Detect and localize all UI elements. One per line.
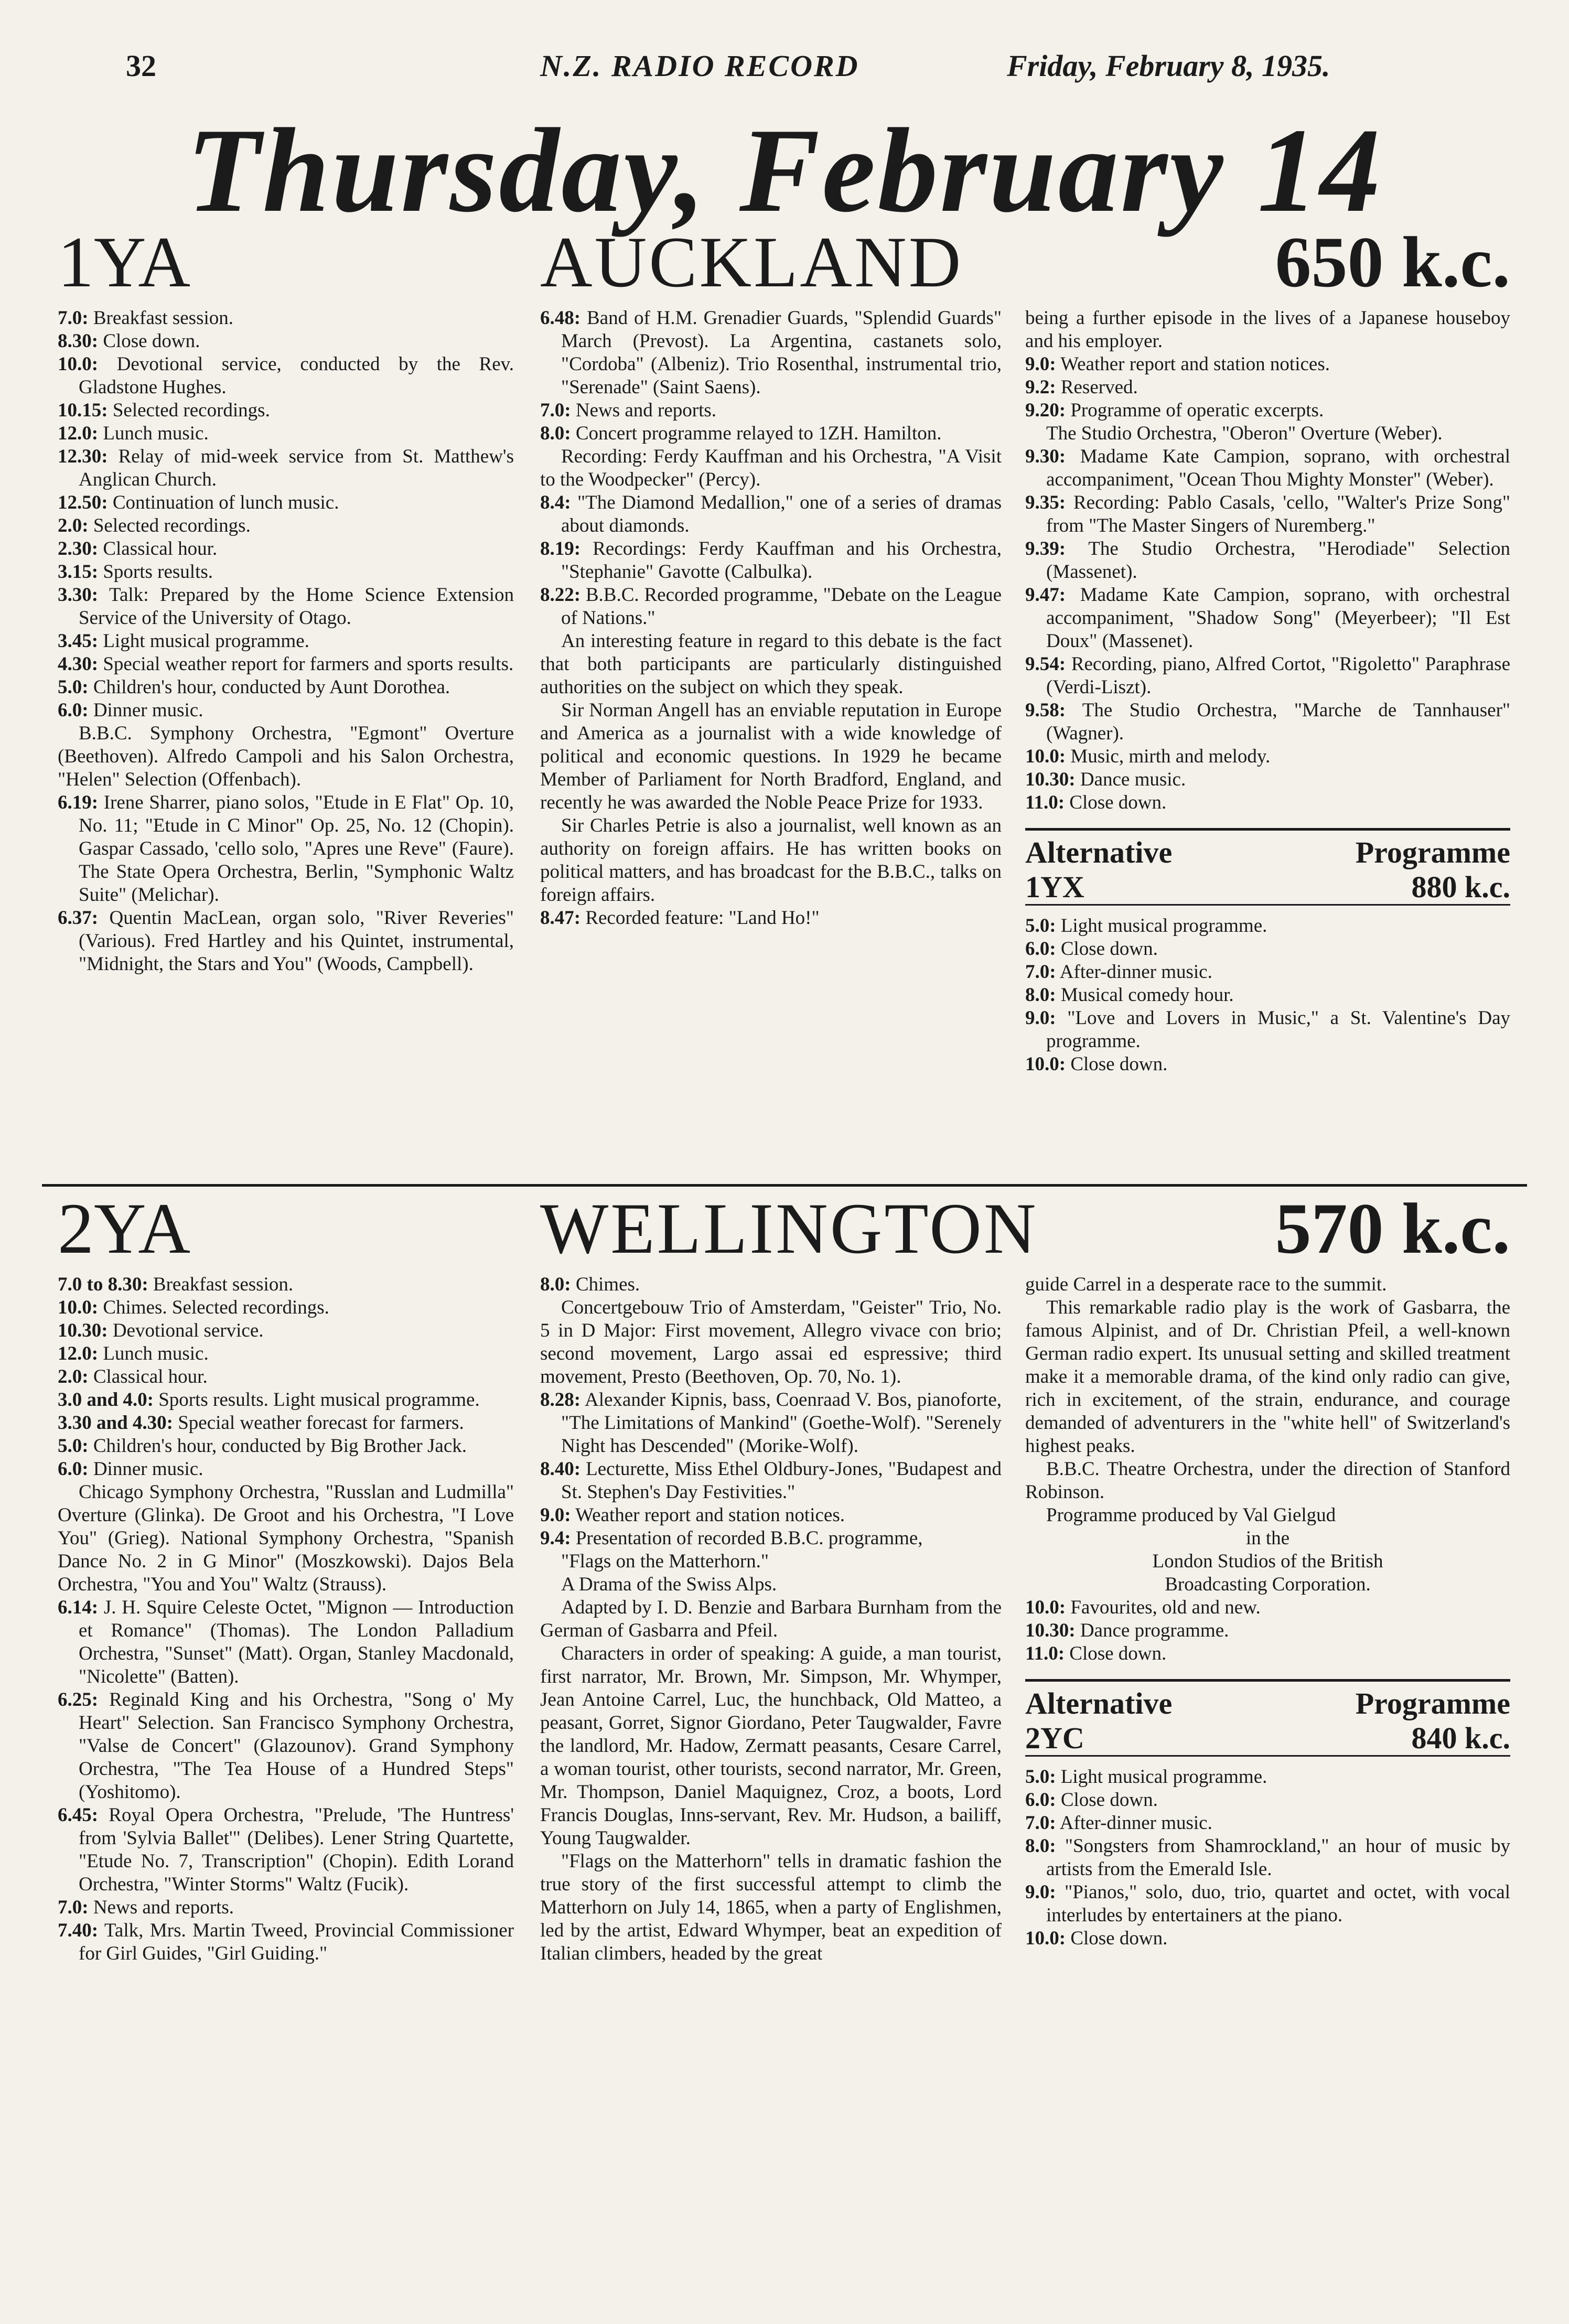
- programme-note: An interesting feature in regard to this debate is the fact that both participants are particularly distinguished authorities on the subject on which they speak.: [540, 630, 1002, 698]
- alt-frequency: 840 k.c.: [1411, 1721, 1510, 1755]
- entry-time: 10.30:: [1025, 1620, 1076, 1641]
- programme-entry: [1025, 1007, 1510, 1053]
- programme-note: B.B.C. Symphony Orchestra, "Egmont" Overture (Beethoven). Alfredo Campoli and his Salon Orchestra, "Helen" Selection (Offenbach).: [58, 723, 514, 790]
- programme-entry: [540, 307, 1002, 399]
- alt-programme-label: Programme: [1355, 835, 1510, 869]
- programme-entry: [1025, 1053, 1510, 1076]
- entry-time: 9.39:: [1025, 538, 1066, 560]
- programme-entry: [58, 1319, 514, 1342]
- entry-time: 8.30:: [58, 330, 99, 352]
- entry-description: Madame Kate Campion, soprano, with orchestral accompaniment, "Ocean Thou Mighty Monster" (Weber).: [1046, 446, 1510, 490]
- programme-entry: [58, 1435, 514, 1458]
- page-number: 32: [126, 49, 156, 83]
- entry-time: 9.0:: [1025, 1881, 1056, 1903]
- entry-description: Special weather report for farmers and sports results.: [98, 653, 514, 675]
- entry-time: 2.0:: [58, 515, 89, 536]
- entry-time: 5.0:: [58, 1435, 89, 1457]
- entry-time: 6.0:: [1025, 938, 1056, 960]
- programme-entry: [58, 514, 514, 537]
- station-call-sign: 2YA: [58, 1188, 191, 1268]
- entry-time: 10.30:: [1025, 769, 1076, 790]
- entry-time: 3.15:: [58, 561, 99, 583]
- entry-time: 12.50:: [58, 492, 108, 513]
- programme-entry: [1025, 938, 1510, 961]
- programme-entry: [1025, 768, 1510, 791]
- entry-time: 11.0:: [1025, 792, 1065, 813]
- entry-time: 6.0:: [1025, 1789, 1056, 1811]
- programme-entry: [58, 445, 514, 491]
- entry-time: 5.0:: [58, 676, 89, 698]
- entry-time: 5.0:: [1025, 1766, 1056, 1788]
- entry-description: Close down.: [1065, 792, 1167, 813]
- programme-entry: [1025, 1766, 1510, 1789]
- programme-column-3: [1025, 307, 1510, 1076]
- programme-centered-note: Broadcasting Corporation.: [1165, 1574, 1371, 1595]
- programme-note: B.B.C. Theatre Orchestra, under the direction of Stanford Robinson.: [1025, 1458, 1510, 1503]
- entry-description: Breakfast session.: [148, 1274, 294, 1295]
- programme-note: Recording: Ferdy Kauffman and his Orchestra, "A Visit to the Woodpecker" (Percy).: [540, 446, 1002, 490]
- entry-time: 7.0:: [1025, 1812, 1056, 1834]
- entry-time: 10.0:: [58, 1297, 99, 1318]
- entry-description: Classical hour.: [88, 1366, 208, 1387]
- programme-entry: [1025, 653, 1510, 699]
- entry-time: 7.0 to 8.30:: [58, 1274, 148, 1295]
- programme-entry: [58, 1458, 514, 1481]
- entry-time: 3.30:: [58, 584, 99, 606]
- entry-time: 7.0:: [58, 1897, 89, 1918]
- alt-underline: [1025, 1755, 1510, 1757]
- entry-description: Light musical programme.: [1056, 915, 1267, 937]
- programme-column-1: [58, 307, 514, 976]
- programme-entry: [540, 907, 1002, 930]
- entry-time: 6.25:: [58, 1689, 99, 1710]
- programme-entry: [1025, 1881, 1510, 1927]
- entry-description: Close down.: [1066, 1053, 1168, 1075]
- programme-entry: [58, 699, 514, 722]
- entry-description: "Songsters from Shamrockland," an hour of music by artists from the Emerald Isle.: [1046, 1835, 1510, 1880]
- entry-time: 10.30:: [58, 1320, 108, 1341]
- programme-entry: [540, 1458, 1002, 1504]
- entry-time: 8.0:: [1025, 1835, 1056, 1857]
- programme-column-1: [58, 1273, 514, 1965]
- programme-entry: [58, 630, 514, 653]
- entry-description: Weather report and station notices.: [1056, 353, 1330, 375]
- entry-time: 10.0:: [1025, 1597, 1066, 1618]
- programme-entry: [1025, 537, 1510, 584]
- programme-entry: [1025, 1789, 1510, 1812]
- programme-centered-note: in the: [1245, 1527, 1290, 1549]
- entry-time: 6.14:: [58, 1597, 99, 1618]
- alt-call-sign: 1YX: [1025, 870, 1084, 904]
- entry-description: Classical hour.: [98, 538, 218, 560]
- programme-entry: [58, 422, 514, 445]
- entry-time: 9.54:: [1025, 653, 1066, 675]
- entry-description: "Love and Lovers in Music," a St. Valentine's Day programme.: [1046, 1007, 1510, 1052]
- programme-entry: [58, 561, 514, 584]
- alt-frequency: 880 k.c.: [1411, 870, 1510, 904]
- programme-entry: [1025, 1619, 1510, 1642]
- entry-description: Talk: Prepared by the Home Science Extension Service of the University of Otago.: [79, 584, 514, 629]
- entry-description: Chimes. Selected recordings.: [98, 1297, 329, 1318]
- alt-label: Alternative: [1025, 835, 1173, 869]
- entry-time: 6.0:: [58, 1458, 89, 1480]
- programme-entry: [58, 1919, 514, 1965]
- entry-description: Light musical programme.: [98, 630, 309, 652]
- entry-time: 12.30:: [58, 446, 108, 467]
- programme-note: "Flags on the Matterhorn.": [561, 1551, 769, 1572]
- programme-entry: [1025, 584, 1510, 653]
- entry-description: Close down.: [1056, 1789, 1158, 1811]
- programme-entry: [1025, 914, 1510, 938]
- programme-entry: [58, 1896, 514, 1919]
- entry-description: Close down.: [1065, 1643, 1167, 1664]
- entry-description: Selected recordings.: [108, 400, 270, 421]
- alternative-programme-header: [1025, 1679, 1510, 1760]
- entry-description: Chimes.: [571, 1274, 640, 1295]
- entry-time: 9.2:: [1025, 376, 1056, 398]
- programme-entry: [58, 399, 514, 422]
- entry-description: "The Diamond Medallion," one of a series of dramas about diamonds.: [561, 492, 1002, 536]
- programme-continuation: being a further episode in the lives of a Japanese houseboy and his employer.: [1025, 307, 1510, 352]
- programme-entry: [1025, 699, 1510, 745]
- entry-description: Close down.: [1066, 1928, 1168, 1949]
- entry-description: Madame Kate Campion, soprano, with orchestral accompaniment, "Shadow Song" (Meyerbeer); "Il Est Doux" (Massenet).: [1046, 584, 1510, 652]
- entry-description: Relay of mid-week service from St. Matthew's Anglican Church.: [79, 446, 514, 490]
- entry-time: 8.22:: [540, 584, 581, 606]
- programme-entry: [58, 1365, 514, 1389]
- programme-entry: [1025, 1812, 1510, 1835]
- entry-description: Dance programme.: [1075, 1620, 1229, 1641]
- entry-time: 8.40:: [540, 1458, 581, 1480]
- entry-description: Programme of operatic excerpts.: [1066, 400, 1324, 421]
- programme-entry: [1025, 745, 1510, 768]
- programme-note: Chicago Symphony Orchestra, "Russlan and Ludmilla" Overture (Glinka). De Groot and his Orchestra, "I Love You" (Grieg). National Symphony Orchestra, "Spanish Dance No. 2 in G Minor" (Moszkowski). Dajos Bela Orchestra, "You and You" Waltz (Strauss).: [58, 1481, 514, 1595]
- entry-description: Selected recordings.: [88, 515, 251, 536]
- entry-time: 8.28:: [540, 1389, 581, 1411]
- entry-description: Sports results.: [98, 561, 213, 583]
- entry-time: 10.0:: [1025, 746, 1066, 767]
- programme-column-2: [540, 1273, 1002, 1965]
- entry-description: After-dinner music.: [1056, 961, 1212, 983]
- entry-description: Light musical programme.: [1056, 1766, 1267, 1788]
- programme-entry: [540, 1273, 1002, 1296]
- entry-time: 8.0:: [540, 1274, 571, 1295]
- programme-entry: [540, 584, 1002, 630]
- programme-note: Sir Norman Angell has an enviable reputation in Europe and America as a journalist with a wide knowledge of political and economic questions. In 1929 he became Member of Parliament for North Bradford, England, and recently he was awarded the Noble Peace Prize for 1933.: [540, 700, 1002, 813]
- programme-entry: [58, 676, 514, 699]
- station-frequency: 570 k.c.: [1275, 1188, 1510, 1268]
- alternative-programme-header: [1025, 828, 1510, 909]
- programme-note: Sir Charles Petrie is also a journalist, well known as an authority on foreign affairs. He has written books on political matters, and has broadcast for the B.B.C., talks on foreign affairs.: [540, 815, 1002, 906]
- programme-entry: [1025, 984, 1510, 1007]
- entry-description: Lunch music.: [98, 423, 209, 444]
- entry-time: 6.45:: [58, 1804, 99, 1826]
- entry-time: 3.0 and 4.0:: [58, 1389, 154, 1411]
- entry-description: Quentin MacLean, organ solo, "River Reveries" (Various). Fred Hartley and his Quintet, instrumental, "Midnight, the Stars and You" (Woods, Campbell).: [79, 907, 514, 975]
- programme-entry: [58, 1804, 514, 1896]
- programme-entry: [58, 491, 514, 514]
- programme-entry: [58, 1412, 514, 1435]
- programme-entry: [58, 307, 514, 330]
- entry-time: 9.0:: [1025, 353, 1056, 375]
- programme-column-3: [1025, 1273, 1510, 1950]
- station-header: [58, 223, 1510, 302]
- entry-time: 9.0:: [540, 1504, 571, 1526]
- entry-time: 9.4:: [540, 1527, 571, 1549]
- entry-time: 12.0:: [58, 423, 99, 444]
- programme-entry: [1025, 1927, 1510, 1950]
- entry-description: Band of H.M. Grenadier Guards, "Splendid Guards" March (Prevost). La Argentina, castanets solo, "Cordoba" (Albeniz). Trio Rosenthal, instrumental trio, "Serenade" (Saint Saens).: [561, 307, 1002, 398]
- entry-time: 4.30:: [58, 653, 99, 675]
- programme-column-2: [540, 307, 1002, 930]
- entry-description: The Studio Orchestra, "Marche de Tannhauser" (Wagner).: [1046, 700, 1510, 744]
- entry-time: 6.48:: [540, 307, 581, 329]
- entry-description: The Studio Orchestra, "Herodiade" Selection (Massenet).: [1046, 538, 1510, 583]
- entry-description: Dance music.: [1075, 769, 1186, 790]
- programme-entry: [540, 399, 1002, 422]
- programme-entry: [58, 537, 514, 561]
- entry-time: 10.0:: [1025, 1053, 1066, 1075]
- programme-note: Programme produced by Val Gielgud: [1046, 1504, 1336, 1526]
- entry-time: 7.40:: [58, 1920, 99, 1941]
- entry-description: Reserved.: [1056, 376, 1138, 398]
- entry-description: Recordings: Ferdy Kauffman and his Orchestra, "Stephanie" Gavotte (Calbulka).: [561, 538, 1002, 583]
- alt-label: Alternative: [1025, 1686, 1173, 1720]
- entry-time: 9.47:: [1025, 584, 1066, 606]
- entry-description: Alexander Kipnis, bass, Coenraad V. Bos, pianoforte, "The Limitations of Mankind" (Goethe-Wolf). "Serenely Night has Descended" (Morike-Wolf).: [561, 1389, 1002, 1457]
- entry-time: 8.0:: [1025, 984, 1056, 1006]
- alt-underline: [1025, 904, 1510, 906]
- programme-entry: [1025, 961, 1510, 984]
- programme-entry: [58, 791, 514, 907]
- entry-description: Lunch music.: [98, 1343, 209, 1364]
- programme-entry: [1025, 399, 1510, 422]
- programme-entry: [58, 1389, 514, 1412]
- entry-time: 6.37:: [58, 907, 99, 929]
- programme-entry: [540, 1389, 1002, 1458]
- programme-entry: [1025, 1835, 1510, 1881]
- entry-description: Music, mirth and melody.: [1066, 746, 1271, 767]
- entry-time: 11.0:: [1025, 1643, 1065, 1664]
- entry-description: Recording, piano, Alfred Cortot, "Rigoletto" Paraphrase (Verdi-Liszt).: [1046, 653, 1510, 698]
- entry-description: Close down.: [98, 330, 200, 352]
- entry-description: Special weather forecast for farmers.: [173, 1412, 464, 1434]
- entry-time: 7.0:: [540, 400, 571, 421]
- programme-entry: [540, 1504, 1002, 1527]
- entry-time: 12.0:: [58, 1343, 99, 1364]
- station-header: [58, 1189, 1510, 1268]
- programme-entry: [58, 1688, 514, 1804]
- station-section-1ya: [58, 222, 1510, 1075]
- entry-description: Weather report and station notices.: [571, 1504, 845, 1526]
- programme-entry: [58, 1596, 514, 1688]
- programme-entry: [58, 1296, 514, 1319]
- station-city: WELLINGTON: [540, 1188, 1038, 1268]
- publication-title: N.Z. RADIO RECORD: [540, 49, 859, 83]
- programme-note: The Studio Orchestra, "Oberon" Overture (Weber).: [1046, 423, 1443, 444]
- programme-entry: [540, 422, 1002, 445]
- day-title: Thursday, February 14: [187, 103, 1382, 237]
- station-city: AUCKLAND: [540, 222, 963, 302]
- programme-entry: [58, 1273, 514, 1296]
- entry-time: 9.35:: [1025, 492, 1066, 513]
- entry-description: Breakfast session.: [88, 307, 233, 329]
- entry-description: Presentation of recorded B.B.C. programme,: [571, 1527, 923, 1549]
- entry-time: 9.58:: [1025, 700, 1066, 721]
- entry-description: "Pianos," solo, duo, trio, quartet and octet, with vocal interludes by entertainers at the piano.: [1046, 1881, 1510, 1926]
- entry-description: Talk, Mrs. Martin Tweed, Provincial Commissioner for Girl Guides, "Girl Guiding.": [79, 1920, 514, 1964]
- entry-time: 10.0:: [58, 353, 99, 375]
- entry-description: News and reports.: [88, 1897, 234, 1918]
- entry-description: Dinner music.: [88, 1458, 203, 1480]
- entry-description: Recording: Pablo Casals, 'cello, "Walter's Prize Song" from "The Master Singers of Nuremberg.": [1046, 492, 1510, 536]
- alt-programme-label: Programme: [1355, 1686, 1510, 1720]
- entry-description: Concert programme relayed to 1ZH. Hamilton.: [571, 423, 942, 444]
- entry-time: 6.19:: [58, 792, 99, 813]
- programme-entry: [58, 1342, 514, 1365]
- programme-entry: [1025, 1596, 1510, 1619]
- entry-time: 2.0:: [58, 1366, 89, 1387]
- programme-entry: [58, 584, 514, 630]
- programme-entry: [1025, 353, 1510, 376]
- entry-description: Devotional service.: [108, 1320, 264, 1341]
- programme-entry: [58, 907, 514, 976]
- entry-description: After-dinner music.: [1056, 1812, 1212, 1834]
- entry-description: B.B.C. Recorded programme, "Debate on the League of Nations.": [561, 584, 1002, 629]
- entry-time: 7.0:: [1025, 961, 1056, 983]
- alt-call-sign: 2YC: [1025, 1721, 1084, 1755]
- programme-note: This remarkable radio play is the work of Gasbarra, the famous Alpinist, and of Dr. Christian Pfeil, a well-known German radio expert. Its unusual setting and skilled treatment make it a memorable drama, of the kind only radio can give, rich in excitement, of the strain, endurance, and courage demanded of adventurers in the "white hell" of Switzerland's highest peaks.: [1025, 1297, 1510, 1457]
- programme-entry: [1025, 1642, 1510, 1665]
- entry-time: 2.30:: [58, 538, 99, 560]
- programme-note: Adapted by I. D. Benzie and Barbara Burnham from the German of Gasbarra and Pfeil.: [540, 1597, 1002, 1641]
- programme-entry: [58, 330, 514, 353]
- programme-entry: [540, 537, 1002, 584]
- entry-time: 5.0:: [1025, 915, 1056, 937]
- programme-entry: [540, 491, 1002, 537]
- entry-time: 8.4:: [540, 492, 571, 513]
- programme-entry: [1025, 491, 1510, 537]
- programme-entry: [540, 1527, 1002, 1550]
- station-section-2ya: [58, 1188, 1510, 1964]
- entry-time: 3.45:: [58, 630, 99, 652]
- entry-time: 9.20:: [1025, 400, 1066, 421]
- programme-entry: [58, 653, 514, 676]
- entry-description: Sports results. Light musical programme.: [153, 1389, 480, 1411]
- programme-entry: [58, 353, 514, 399]
- entry-time: 9.0:: [1025, 1007, 1056, 1029]
- entry-description: Recorded feature: "Land Ho!": [581, 907, 820, 929]
- entry-description: News and reports.: [571, 400, 717, 421]
- programme-centered-note: London Studios of the British: [1152, 1551, 1383, 1572]
- issue-date: Friday, February 8, 1935.: [1007, 49, 1330, 83]
- entry-description: Reginald King and his Orchestra, "Song o' My Heart" Selection. San Francisco Symphony Orchestra, "Valse de Concert" (Glazounov). Grand Symphony Orchestra, "The Tea House of a Hundred Steps" (Yoshitomo).: [79, 1689, 514, 1803]
- programme-note: "Flags on the Matterhorn" tells in dramatic fashion the true story of the first successful attempt to climb the Matterhorn on July 14, 1865, when a party of Englishmen, led by the artist, Edward Whymper, beat an expedition of Italian climbers, headed by the great: [540, 1850, 1002, 1964]
- entry-description: Children's hour, conducted by Aunt Dorothea.: [88, 676, 450, 698]
- entry-description: Dinner music.: [88, 700, 203, 721]
- programme-entry: [1025, 445, 1510, 491]
- entry-time: 8.47:: [540, 907, 581, 929]
- entry-description: Royal Opera Orchestra, "Prelude, 'The Huntress' from 'Sylvia Ballet'" (Delibes). Lener String Quartette, "Etude No. 7, Transcription" (Chopin). Edith Lorand Orchestra, "Winter Storms" Waltz (Fucik).: [79, 1804, 514, 1895]
- entry-time: 8.0:: [540, 423, 571, 444]
- entry-time: 10.0:: [1025, 1928, 1066, 1949]
- entry-description: Devotional service, conducted by the Rev. Gladstone Hughes.: [79, 353, 514, 398]
- programme-entry: [1025, 376, 1510, 399]
- entry-description: Favourites, old and new.: [1066, 1597, 1261, 1618]
- station-frequency: 650 k.c.: [1275, 222, 1510, 302]
- entry-description: Musical comedy hour.: [1056, 984, 1234, 1006]
- page-header: [0, 48, 1569, 101]
- entry-time: 7.0:: [58, 307, 89, 329]
- entry-description: Continuation of lunch music.: [108, 492, 339, 513]
- entry-description: Children's hour, conducted by Big Brother Jack.: [88, 1435, 467, 1457]
- entry-time: 8.19:: [540, 538, 581, 560]
- entry-description: Close down.: [1056, 938, 1158, 960]
- entry-description: Lecturette, Miss Ethel Oldbury-Jones, "Budapest and St. Stephen's Day Festivities.": [561, 1458, 1002, 1503]
- entry-time: 10.15:: [58, 400, 108, 421]
- entry-description: J. H. Squire Celeste Octet, "Mignon — Introduction et Romance" (Thomas). The London Palladium Orchestra, "Sunset" (Matt). Organ, Stanley Macdonald, "Nicolette" (Batten).: [79, 1597, 514, 1687]
- entry-time: 3.30 and 4.30:: [58, 1412, 173, 1434]
- programme-note: A Drama of the Swiss Alps.: [561, 1574, 777, 1595]
- station-call-sign: 1YA: [58, 222, 191, 302]
- entry-time: 6.0:: [58, 700, 89, 721]
- programme-note: Concertgebouw Trio of Amsterdam, "Geister" Trio, No. 5 in D Major: First movement, Allegro vivace con brio; second movement, Largo assai ed espressive; third movement, Presto (Beethoven, Op. 70, No. 1).: [540, 1297, 1002, 1387]
- entry-time: 9.30:: [1025, 446, 1066, 467]
- section-divider: [42, 1184, 1527, 1187]
- entry-description: Irene Sharrer, piano solos, "Etude in E Flat" Op. 10, No. 11; "Etude in C Minor" Op. 25, No. 12 (Chopin). Gaspar Cassado, 'cello solo, "Apres une Reve" (Faure). The State Opera Orchestra, Berlin, "Symphonic Waltz Suite" (Melichar).: [79, 792, 514, 906]
- programme-entry: [1025, 791, 1510, 814]
- programme-continuation: guide Carrel in a desperate race to the summit.: [1025, 1274, 1387, 1295]
- programme-note: Characters in order of speaking: A guide, a man tourist, first narrator, Mr. Brown, Mr. Simpson, Mr. Whymper, Jean Antoine Carrel, Luc, the hunchback, Old Matteo, a peasant, Gorret, Signor Giordano, Peter Taugwalder, Favre the landlord, Mr. Hadow, Zermatt peasants, Cesare Carrel, a woman tourist, other tourists, second narrator, Mr. Green, Mr. Thompson, Daniel Maquignez, Croz, a boots, Lord Francis Douglas, Inns-servant, Rev. Mr. Hudson, a bailiff, Young Taugwalder.: [540, 1643, 1002, 1849]
